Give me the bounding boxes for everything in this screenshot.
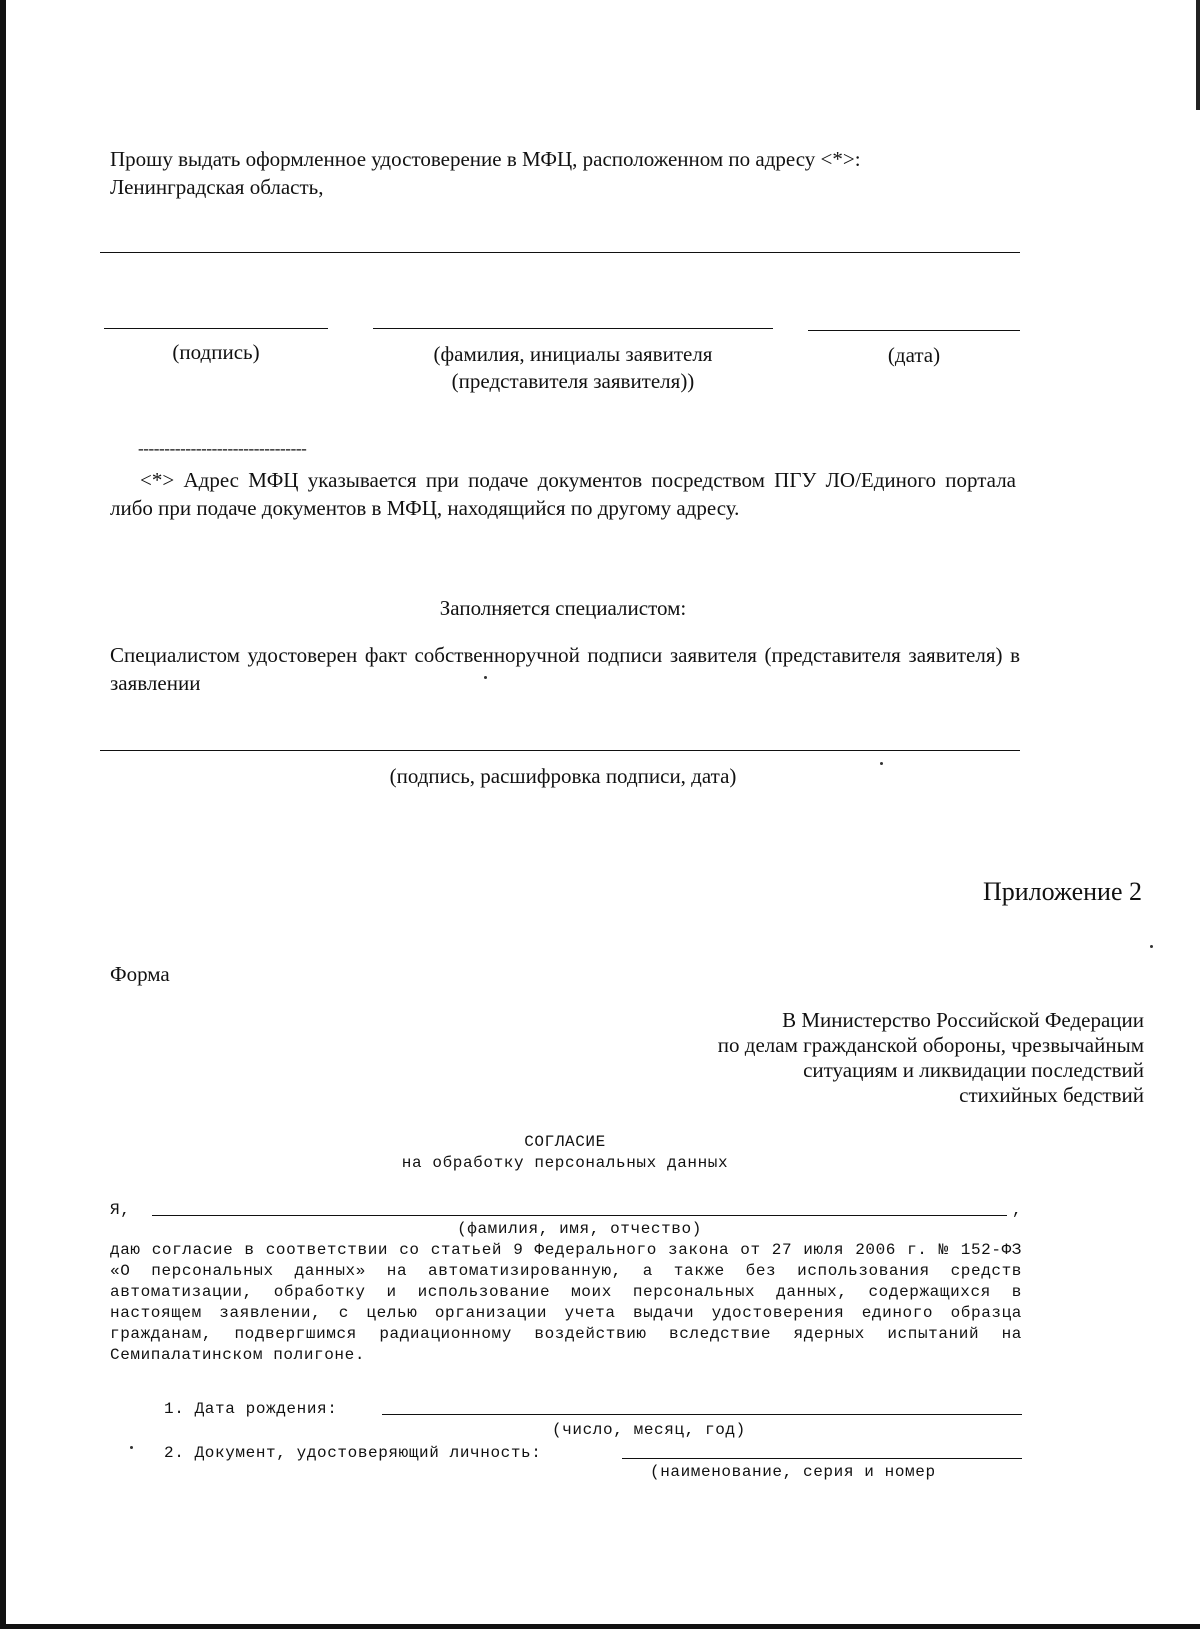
appendix-title: Приложение 2 [982,877,1142,906]
form-label: Форма [110,962,170,986]
identity-document-label: 2. Документ, удостоверяющий личность: [164,1444,542,1462]
scan-speck [880,762,883,765]
date-caption: (дата) [887,343,941,367]
scan-edge-bottom [0,1624,1200,1629]
addressee-line-3: ситуациям и ликвидации последствий [803,1058,1144,1082]
signature-line[interactable] [104,328,328,329]
signature-caption: (подпись) [172,340,260,364]
address-line[interactable] [100,252,1020,253]
consent-subtitle: на обработку персональных данных [401,1154,729,1172]
scan-speck [484,676,487,679]
consent-title: СОГЛАСИЕ [524,1133,606,1151]
birth-date-caption: (число, месяц, год) [552,1421,746,1439]
specialist-signature-line[interactable] [100,750,1020,751]
footnote-separator: -------------------------------- [138,439,307,458]
fio-caption: (фамилия, имя, отчество) [457,1220,702,1238]
addressee-line-1: В Министерство Российской Федерации [782,1008,1144,1032]
birth-date-label: 1. Дата рождения: [164,1400,338,1418]
birth-date-line[interactable] [382,1414,1022,1415]
identity-document-line[interactable] [622,1458,1022,1459]
request-line-2: Ленинградская область, [110,175,324,199]
footnote-text: <*> Адрес МФЦ указывается при подаче документов посредством ПГУ ЛО/Единого портала либо при подаче документов в МФЦ, находящийся по другому адресу. [110,468,1016,520]
addressee-block [560,1008,1144,1108]
specialist-caption: (подпись, расшифровка подписи, дата) [389,764,737,788]
specialist-text: Специалистом удостоверен факт собственноручной подписи заявителя (представителя заявителя) в заявлении [110,643,1020,695]
identity-document-caption: (наименование, серия и номер [650,1463,936,1481]
specialist-heading: Заполняется специалистом: [439,596,687,620]
scan-edge-left [0,0,6,1629]
date-line[interactable] [808,330,1020,331]
addressee-line-2: по делам гражданской обороны, чрезвычайным [717,1033,1144,1057]
fio-line[interactable] [152,1215,1007,1216]
name-caption-line-2: (представителя заявителя)) [451,369,695,393]
scan-speck [130,1446,133,1449]
name-caption-line-1: (фамилия, инициалы заявителя [433,342,713,366]
consent-i-label: Я, [110,1201,131,1219]
request-line-1: Прошу выдать оформленное удостоверение в МФЦ, расположенном по адресу <*>: [110,147,861,171]
fio-comma: , [1012,1201,1023,1219]
name-line[interactable] [373,328,773,329]
scan-edge-right [1196,0,1200,110]
scan-speck [1150,945,1153,948]
consent-body: даю согласие в соответствии со статьей 9 Федерального закона от 27 июля 2006 г. № 152-ФЗ «О персональных данных» на автоматизированную, а также без использования средств автоматизации, обработку и использование моих персональных данных, содержащихся в настоящем заявлении, с целью организации учета выдачи удостоверения единого образца гражданам, подвергшимся радиационному воздействию вследствие ядерных испытаний на Семипалатинском полигоне. [110,1241,1022,1364]
addressee-line-4: стихийных бедствий [959,1083,1144,1107]
